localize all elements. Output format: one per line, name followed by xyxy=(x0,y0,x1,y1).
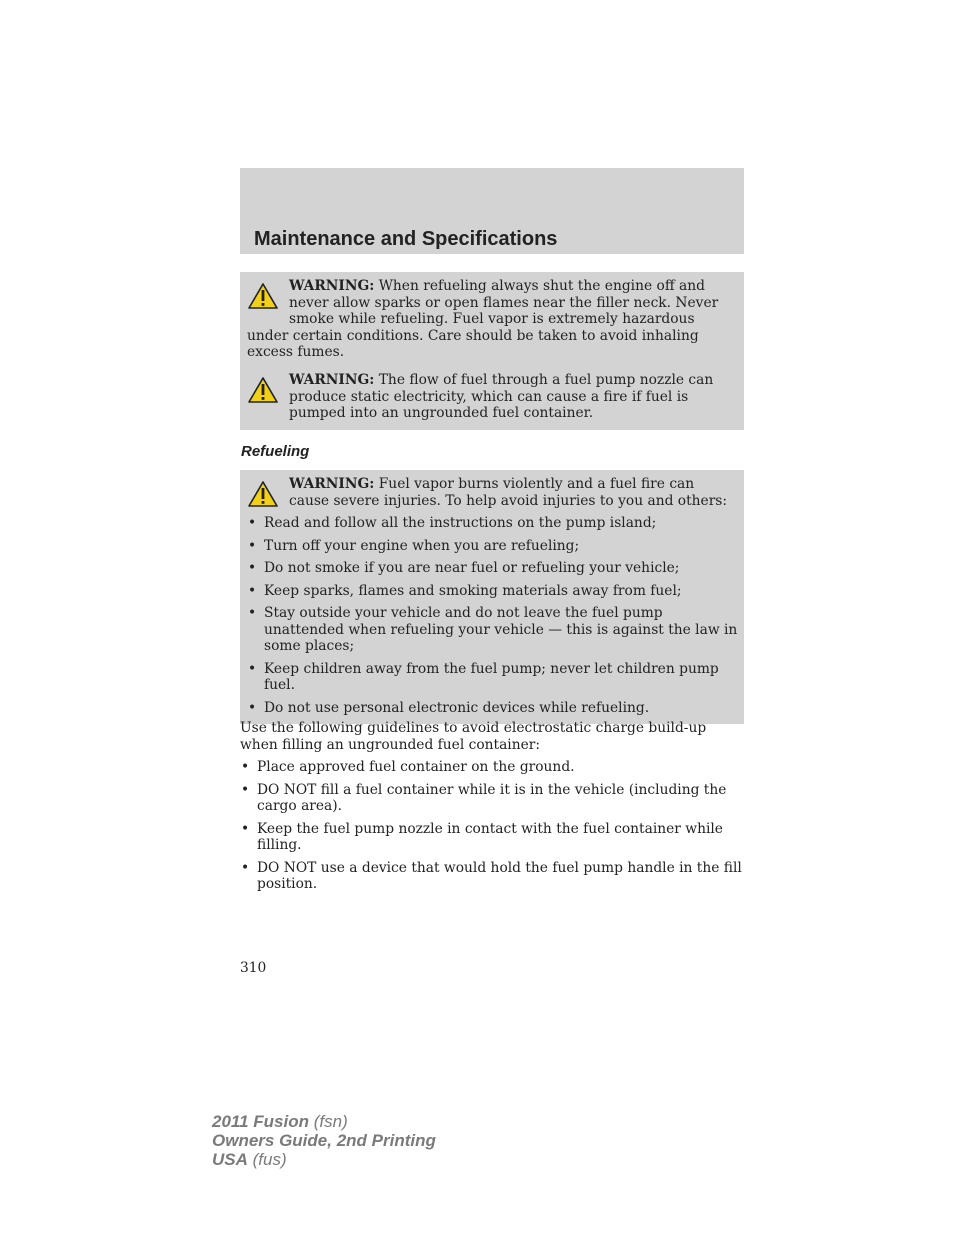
list-item: • Read and follow all the instructions on the pump island; xyxy=(247,515,738,532)
warning-text: Fuel vapor burns violently and a fuel fire can cause severe injuries. To help avoid injuries to you and others: xyxy=(289,476,728,509)
section-header-band xyxy=(240,168,744,254)
list-item: • DO NOT use a device that would hold the fuel pump handle in the fill position. xyxy=(240,860,744,893)
section-title: Maintenance and Specifications xyxy=(254,228,558,250)
warning-triangle-icon xyxy=(247,282,279,312)
footer-guide: Owners Guide, 2nd Printing xyxy=(212,1131,436,1150)
list-item: • Keep children away from the fuel pump; never let children pump fuel. xyxy=(247,661,738,694)
warning-text: The flow of fuel through a fuel pump nozzle can produce static electricity, which can cause a fire if fuel is pumped into an ungrounded fuel container. xyxy=(289,372,714,421)
list-item: • Place approved fuel container on the ground. xyxy=(240,759,744,776)
footer-region-code: (fus) xyxy=(252,1150,287,1169)
footer-model-code: (fsn) xyxy=(313,1112,348,1131)
guidelines-list xyxy=(240,759,744,893)
list-item: • Do not use personal electronic devices while refueling. xyxy=(247,700,738,717)
warning-label: WARNING: xyxy=(289,476,375,492)
warning-text: When refueling always shut the engine off and never allow sparks or open flames near the filler neck. Never smoke while refueling. Fuel vapor is extremely hazardous under certain conditions. Care should be taken to avoid inhaling excess fumes. xyxy=(247,278,719,360)
warning-triangle-icon xyxy=(247,480,279,510)
page-number: 310 xyxy=(240,960,267,976)
footer-region: USA xyxy=(212,1150,248,1169)
warning-box-engine-off xyxy=(240,272,744,369)
footer-model: 2011 Fusion xyxy=(212,1112,309,1131)
warning-triangle-icon xyxy=(247,376,279,406)
warning-label: WARNING: xyxy=(289,372,375,388)
list-item: • Keep sparks, flames and smoking materials away from fuel; xyxy=(247,583,738,600)
guidelines-intro: Use the following guidelines to avoid electrostatic charge build-up when filling an ungrounded fuel container: xyxy=(240,720,707,753)
warning-label: WARNING: xyxy=(289,278,375,294)
list-item: • Keep the fuel pump nozzle in contact with the fuel container while filling. xyxy=(240,821,744,854)
warning-bullet-list xyxy=(247,515,738,716)
warning-box-fuel-vapor xyxy=(240,470,744,724)
document-footer xyxy=(212,1112,436,1169)
list-item: • Stay outside your vehicle and do not leave the fuel pump unattended when refueling your vehicle — this is against the law in some places; xyxy=(247,605,738,655)
guidelines-section xyxy=(240,720,744,899)
refueling-heading: Refueling xyxy=(241,443,310,460)
list-item: • Turn off your engine when you are refueling; xyxy=(247,538,738,555)
warning-box-static-electricity xyxy=(240,366,744,430)
list-item: • DO NOT fill a fuel container while it is in the vehicle (including the cargo area). xyxy=(240,782,744,815)
list-item: • Do not smoke if you are near fuel or refueling your vehicle; xyxy=(247,560,738,577)
